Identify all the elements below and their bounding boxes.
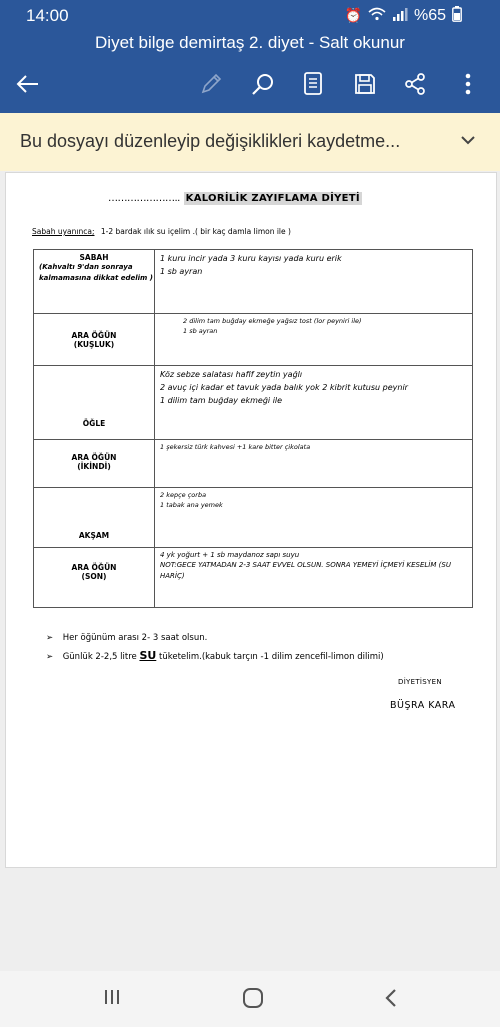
meal-content: 1 şekersiz türk kahvesi +1 kare bitter çikolata (155, 440, 473, 488)
edit-banner[interactable] (0, 113, 500, 172)
banner-expand-button[interactable] (460, 131, 476, 150)
home-icon (242, 987, 264, 1009)
status-right (345, 6, 462, 25)
table-row (34, 250, 473, 314)
list-item: ➢ Her öğünüm arası 2- 3 saat olsun. (46, 633, 208, 643)
meal-cell: ARA ÖĞÜN (KUŞLUK) (34, 314, 155, 366)
meal-content: 4 yk yoğurt + 1 sb maydanoz sapı suyu NOT:GECE YATMADAN 2-3 SAAT EVVEL OLSUN. SONRA YEMEYİ İÇMEYİ KESELİM (SU HARİÇ) (155, 548, 473, 608)
chevron-down-icon (460, 134, 476, 146)
signal-icon (392, 7, 408, 24)
meal-cell: ARA ÖĞÜN (İKİNDİ) (34, 440, 155, 488)
arrow-bullet-icon: ➢ (46, 633, 54, 643)
pen-icon (199, 72, 223, 96)
edit-button[interactable] (196, 64, 226, 104)
share-button[interactable] (400, 64, 430, 104)
status-bar (0, 0, 500, 32)
table-row (34, 440, 473, 488)
meal-cell: ARA ÖĞÜN (SON) (34, 548, 155, 608)
notes-list (46, 633, 384, 668)
table-row (34, 366, 473, 440)
wifi-icon (368, 7, 386, 24)
morning-instruction (32, 227, 291, 236)
search-button[interactable] (248, 64, 278, 104)
save-icon (354, 73, 376, 95)
diet-table (33, 249, 473, 608)
arrow-bullet-icon: ➢ (46, 652, 54, 662)
document-title: Diyet bilge demirtaş 2. diyet - Salt okunur (95, 33, 405, 52)
alarm-icon: ⏰ (344, 7, 362, 23)
reading-view-button[interactable] (298, 64, 328, 104)
status-time: 14:00 (26, 6, 69, 25)
save-button[interactable] (350, 64, 380, 104)
app-header (0, 0, 500, 113)
back-chevron-icon (384, 987, 398, 1009)
meal-cell: ÖĞLE (34, 366, 155, 440)
table-row (34, 314, 473, 366)
battery-level: %65 (413, 6, 446, 24)
reading-view-icon (303, 72, 323, 96)
banner-text: Bu dosyayı düzenleyip değişiklikleri kaydetme... (20, 131, 401, 151)
more-options-button[interactable] (456, 64, 480, 104)
meal-content: 2 kepçe çorba 1 tabak ana yemek (155, 488, 473, 548)
toolbar (0, 64, 500, 104)
meal-cell: SABAH (Kahvaltı 9'dan sonraya kalmamasına dikkat edelim ) (34, 250, 155, 314)
system-nav-bar (0, 971, 500, 1027)
more-icon (465, 73, 471, 95)
dietitian-name: BÜŞRA KARA (390, 700, 456, 711)
meal-content: 1 kuru incir yada 3 kuru kayısı yada kuru erik 1 sb ayran (155, 250, 473, 314)
table-row (34, 488, 473, 548)
share-icon (404, 73, 426, 95)
search-icon (251, 72, 275, 96)
morning-text: 1-2 bardak ılık su içelim .( bir kaç damla limon ile ) (100, 227, 291, 236)
morning-label: Sabah uyanınca; (32, 227, 95, 236)
table-row (34, 548, 473, 608)
back-nav-button[interactable] (384, 987, 398, 1013)
recent-apps-icon (102, 987, 122, 1007)
recent-apps-button[interactable] (102, 987, 122, 1011)
diet-title-text: KALORİLİK ZAYIFLAMA DİYETİ (185, 193, 360, 204)
battery-icon (452, 6, 462, 25)
home-button[interactable] (242, 987, 264, 1013)
list-item: ➢ Günlük 2-2,5 litre SU tüketelim.(kabuk tarçın -1 dilim zencefil-limon dilimi) (46, 649, 384, 662)
back-button[interactable] (12, 64, 44, 104)
diet-title: ………………….. KALORİLİK ZAYIFLAMA DİYETİ (108, 193, 360, 204)
meal-content: Köz sebze salatası hafif zeytin yağlı 2 avuç içi kadar et tavuk yada balık yok 2 kibrit kutusu peynir 1 dilim tam buğday ekmeği ile (155, 366, 473, 440)
back-arrow-icon (16, 74, 40, 94)
meal-cell: AKŞAM (34, 488, 155, 548)
meal-content: 2 dilim tam buğday ekmeğe yağsız tost (lor peyniri ile) 1 sb ayran (155, 314, 473, 366)
dietitian-label: DİYETİSYEN (398, 678, 442, 686)
